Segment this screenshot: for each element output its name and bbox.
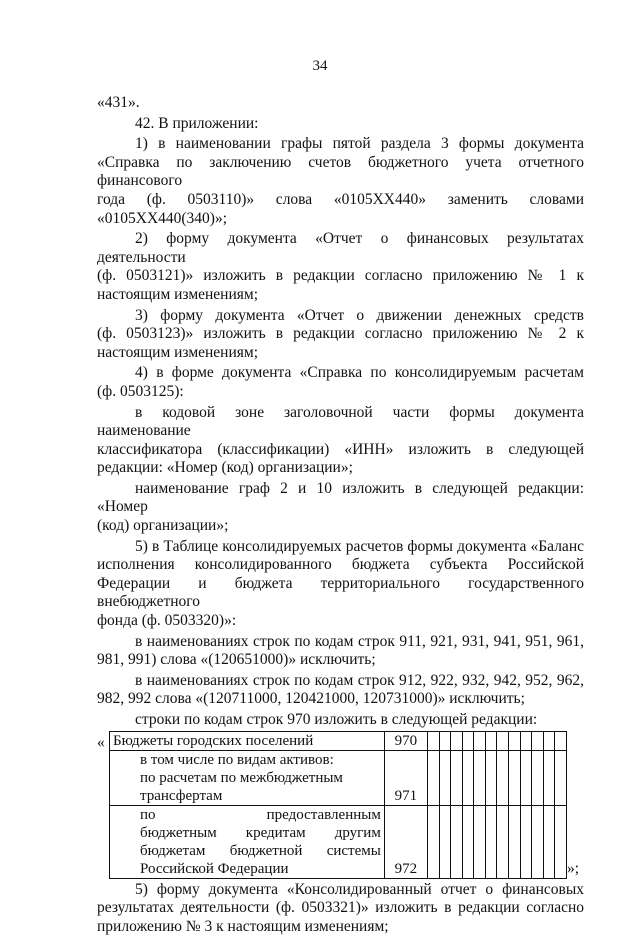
text-line: 981, 991) слова «(120651000)» исключить; xyxy=(97,651,376,669)
row-name-line: в том числе по видам активов: xyxy=(140,751,334,768)
page-number: 34 xyxy=(312,58,328,74)
empty-cell xyxy=(451,805,463,878)
empty-cell xyxy=(497,805,509,878)
empty-cell xyxy=(520,805,532,878)
budget-table xyxy=(109,731,567,879)
empty-cell xyxy=(543,805,555,878)
empty-cell xyxy=(532,731,544,750)
empty-cell xyxy=(485,805,497,878)
row-name-cell xyxy=(110,731,385,750)
empty-cell xyxy=(497,750,509,805)
empty-cell xyxy=(543,750,555,805)
row-name-line: по расчетам по межбюджетным xyxy=(140,769,343,786)
text-line: классификатора (классификации) «ИНН» изложить в следующей xyxy=(97,440,584,458)
row-name-cell xyxy=(110,750,385,805)
empty-cell xyxy=(555,750,567,805)
table-close-quote: »; xyxy=(567,859,580,877)
paragraph: строки по кодам строк 970 изложить в следующей редакции: xyxy=(135,711,538,728)
text-line: года (ф. 0503110)» слова «0105ХХ440» заменить словами xyxy=(97,190,584,208)
text-line: в кодовой зоне заголовочной части формы документа наименование xyxy=(97,403,584,440)
paragraph-block xyxy=(97,672,584,709)
paragraph-block xyxy=(97,404,584,478)
text-line: фонда (ф. 0503320)»: xyxy=(97,612,237,630)
text-line: наименование граф 2 и 10 изложить в следующей редакции: «Номер xyxy=(97,479,584,516)
paragraph-block xyxy=(97,307,584,363)
text-line: приложению № 3 к настоящим изменениям; xyxy=(97,917,389,935)
empty-cell xyxy=(555,731,567,750)
empty-cell xyxy=(428,750,440,805)
text-line: 3) форму документа «Отчет о движении денежных средств xyxy=(135,306,584,324)
table-row xyxy=(110,750,567,805)
paragraph: 42. В приложении: xyxy=(135,114,259,132)
paragraph-block xyxy=(97,135,584,228)
text-line: 5) форму документа «Консолидированный отчет о финансовых xyxy=(135,880,584,898)
empty-cell xyxy=(532,750,544,805)
row-code-cell: 972 xyxy=(384,805,427,878)
empty-cell xyxy=(451,731,463,750)
empty-cell xyxy=(532,805,544,878)
empty-cell xyxy=(555,805,567,878)
empty-cell xyxy=(543,731,555,750)
row-name-cell xyxy=(110,805,385,878)
budget-table-block xyxy=(97,731,584,879)
row-name-line: Бюджеты городских поселений xyxy=(113,732,314,749)
empty-cell xyxy=(520,731,532,750)
empty-cell xyxy=(474,750,486,805)
document-body xyxy=(97,94,584,936)
table-open-quote: « xyxy=(97,733,105,751)
empty-cell xyxy=(462,805,474,878)
row-name-line: бюджетным кредитам другим xyxy=(140,824,381,841)
text-line: Федерации и бюджета территориального государственного внебюджетного xyxy=(97,574,584,611)
empty-cell xyxy=(439,731,451,750)
paragraph-block xyxy=(97,364,584,401)
text-line: настоящим изменениям; xyxy=(97,343,259,361)
empty-cell xyxy=(509,805,521,878)
table-row xyxy=(110,805,567,878)
text-line: (ф. 0503125): xyxy=(97,382,184,400)
text-line: исполнения консолидированного бюджета субъекта Российской xyxy=(97,556,584,574)
paragraph-block xyxy=(97,230,584,304)
text-line: 1) в наименовании графы пятой раздела 3 формы документа xyxy=(135,135,584,153)
empty-cell xyxy=(474,805,486,878)
row-name-line: Российской Федерации xyxy=(140,860,289,877)
empty-cell xyxy=(462,731,474,750)
paragraph-block xyxy=(97,480,584,536)
text-line: «Справка по заключению счетов бюджетного учета отчетного финансового xyxy=(97,153,584,190)
text-line: (ф. 0503121)» изложить в редакции согласно приложению № 1 к xyxy=(97,267,584,285)
text-line: в наименованиях строк по кодам строк 912, 922, 932, 942, 952, 962, xyxy=(135,671,584,689)
empty-cell xyxy=(485,731,497,750)
paragraph-block xyxy=(97,538,584,631)
paragraph-block xyxy=(97,881,584,936)
empty-cell xyxy=(509,731,521,750)
empty-cell xyxy=(485,750,497,805)
text-line: результатах деятельности (ф. 0503321)» изложить в редакции согласно xyxy=(97,899,584,917)
text-line: (код) организации»; xyxy=(97,517,229,535)
empty-cell xyxy=(474,731,486,750)
text-line: в наименованиях строк по кодам строк 911, 921, 931, 941, 951, 961, xyxy=(135,632,584,650)
empty-cell xyxy=(428,731,440,750)
row-name-line: трансфертам xyxy=(140,787,223,804)
table-row xyxy=(110,731,567,750)
empty-cell xyxy=(497,731,509,750)
row-name-line: по предоставленным xyxy=(140,806,381,823)
text-line: «0105ХХ440(340)»; xyxy=(97,209,228,227)
row-code-cell: 970 xyxy=(384,731,427,750)
text-line: 2) форму документа «Отчет о финансовых результатах деятельности xyxy=(97,230,584,266)
empty-cell xyxy=(509,750,521,805)
text-line: редакции: «Номер (код) организации»; xyxy=(97,459,353,477)
text-line: (ф. 0503123)» изложить в редакции согласно приложению № 2 к xyxy=(97,325,584,343)
empty-cell xyxy=(439,805,451,878)
row-code-cell: 971 xyxy=(384,750,427,805)
empty-cell xyxy=(520,750,532,805)
row-name-line: бюджетам бюджетной системы xyxy=(140,842,381,859)
text-line: 982, 992 слова «(120711000, 120421000, 120731000)» исключить; xyxy=(97,690,525,708)
empty-cell xyxy=(439,750,451,805)
empty-cell xyxy=(451,750,463,805)
empty-cell xyxy=(462,750,474,805)
text-line: 4) в форме документа «Справка по консолидируемым расчетам xyxy=(135,364,584,382)
text-line: 5) в Таблице консолидируемых расчетов формы документа «Баланс xyxy=(135,537,584,555)
text-line: настоящим изменениям; xyxy=(97,285,259,303)
empty-cell xyxy=(428,805,440,878)
paragraph-block xyxy=(97,633,584,670)
paragraph: «431». xyxy=(97,94,140,111)
